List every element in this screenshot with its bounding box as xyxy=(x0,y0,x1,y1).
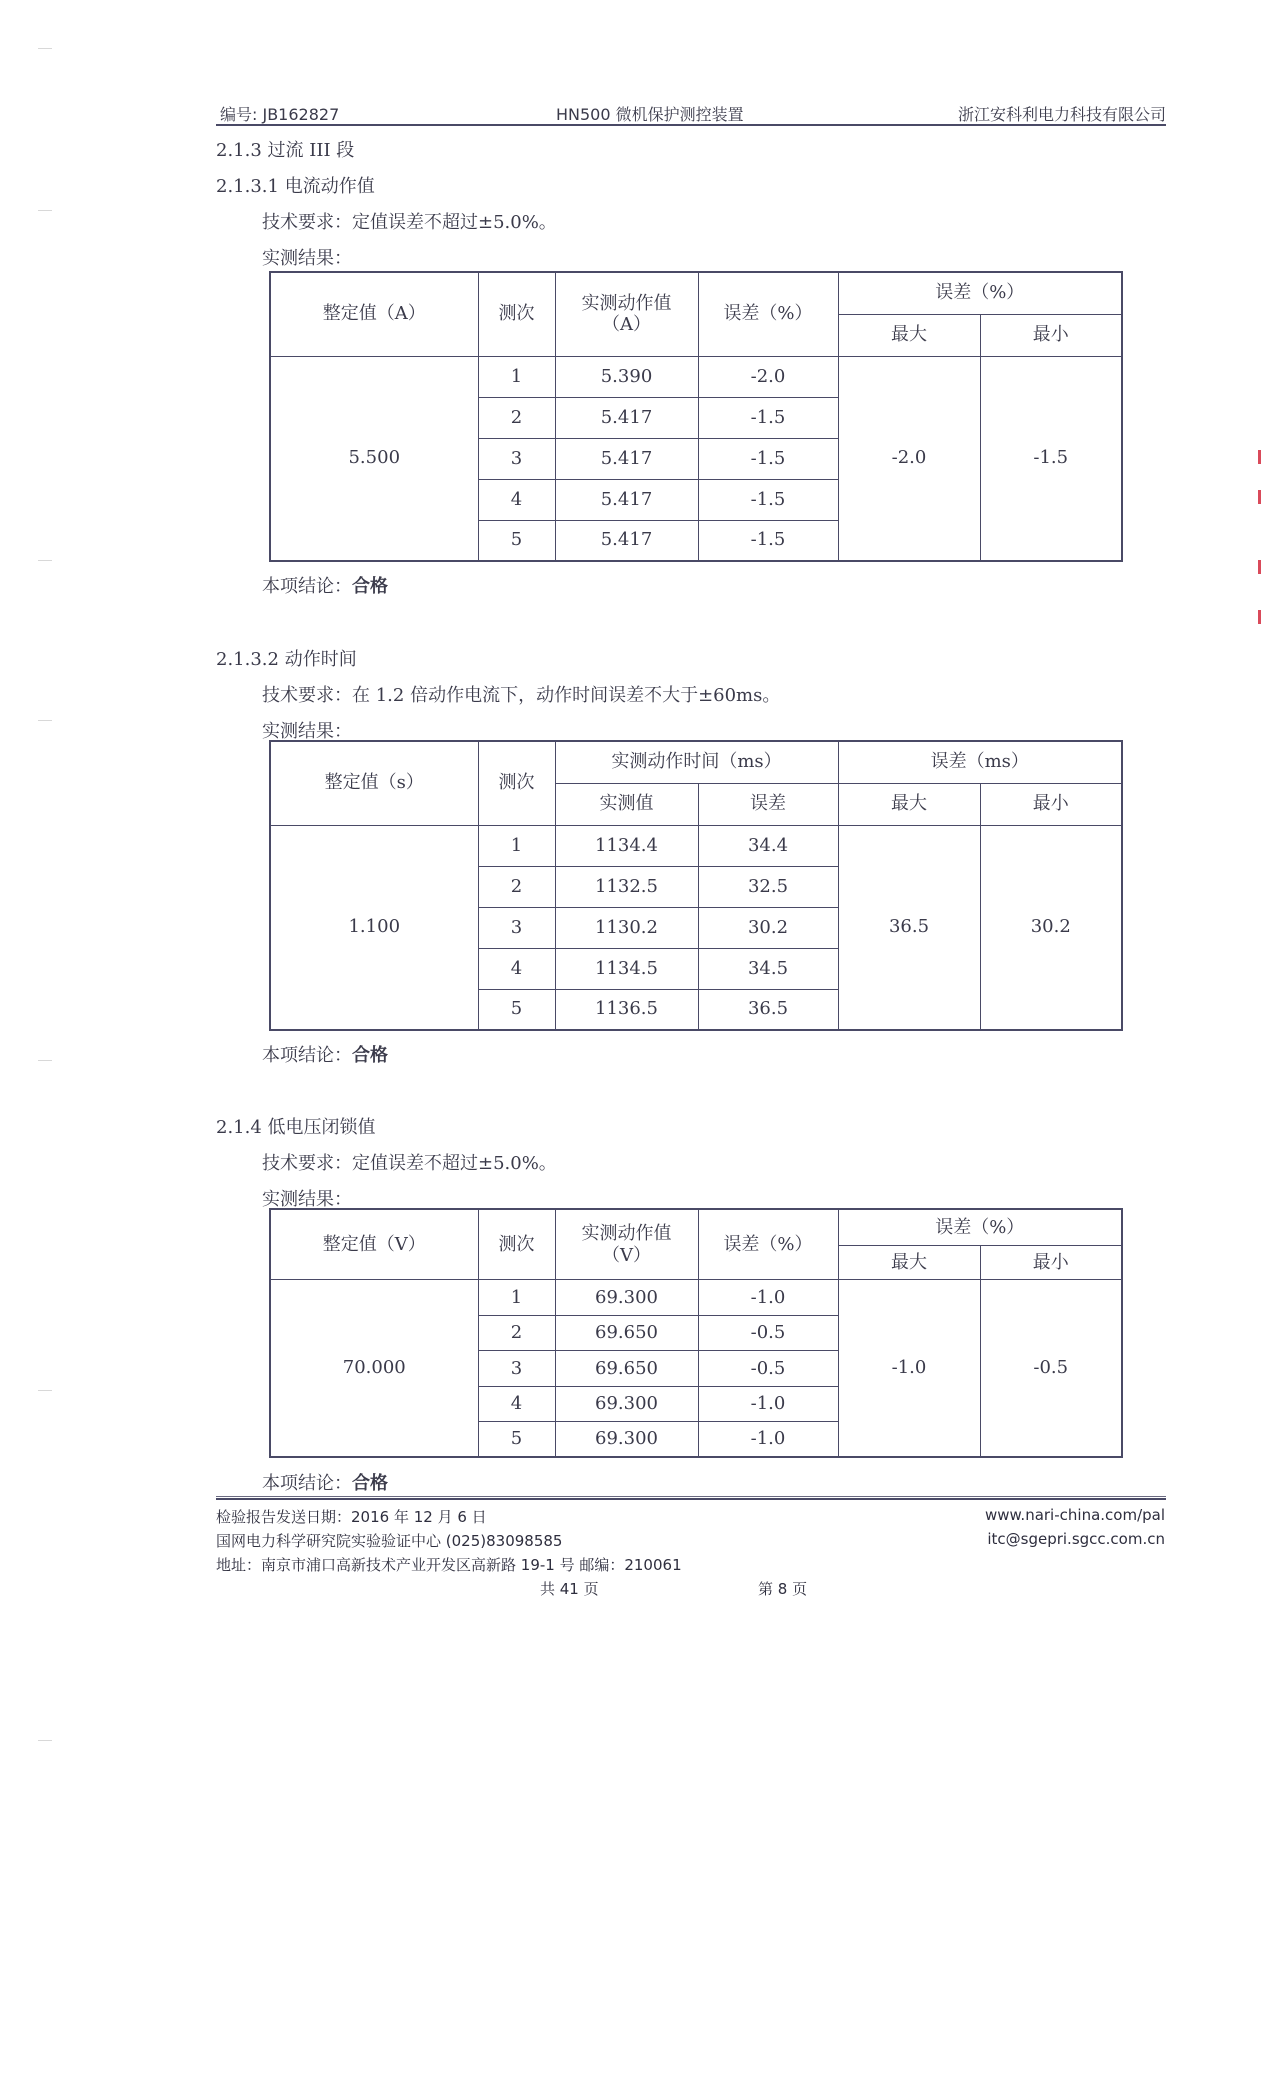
action-time-table xyxy=(269,740,1123,1031)
result-label: 实测结果： xyxy=(262,248,352,269)
measured-cell: 5.417 xyxy=(555,397,698,438)
error-cell: -1.5 xyxy=(698,479,838,520)
company-name: 浙江安科利电力科技有限公司 xyxy=(957,105,1166,124)
error-cell: 36.5 xyxy=(698,989,838,1030)
header-error: 误差（%） xyxy=(698,1209,838,1280)
address: 地址：南京市浦口高新技术产业开发区高新路 19-1 号 邮编：210061 xyxy=(216,1556,682,1574)
trial-cell: 3 xyxy=(478,907,555,948)
error-cell: -1.0 xyxy=(698,1386,838,1421)
max-error: -1.0 xyxy=(838,1280,980,1457)
conclusion-value: 合格 xyxy=(352,576,388,597)
min-error: -0.5 xyxy=(980,1280,1122,1457)
error-cell: 30.2 xyxy=(698,907,838,948)
error-cell: -1.5 xyxy=(698,438,838,479)
conclusion-label: 本项结论： xyxy=(262,1473,352,1494)
result-label: 实测结果： xyxy=(262,1189,352,1210)
header-min: 最小 xyxy=(980,1245,1122,1279)
page-header xyxy=(216,98,1166,124)
scan-speck xyxy=(38,1740,52,1741)
trial-cell: 4 xyxy=(478,948,555,989)
min-error: -1.5 xyxy=(980,356,1122,561)
website-link[interactable]: www.nari-china.com/pal xyxy=(985,1506,1165,1524)
header-measured xyxy=(555,1209,698,1280)
trial-cell: 5 xyxy=(478,520,555,561)
header-max: 最大 xyxy=(838,1245,980,1279)
measured-cell: 1134.4 xyxy=(555,825,698,866)
subsection-heading-current: 2.1.3.1 电流动作值 xyxy=(216,176,375,197)
trial-cell: 1 xyxy=(478,356,555,397)
report-code: 编号: JB162827 xyxy=(220,105,340,124)
header-measured-label: 实测动作值 xyxy=(581,1223,672,1245)
stamp-edge-mark xyxy=(1258,560,1261,574)
error-cell: -1.5 xyxy=(698,397,838,438)
header-setting: 整定值（A） xyxy=(270,272,478,356)
header-error-range: 误差（%） xyxy=(838,1209,1122,1245)
measured-cell: 1134.5 xyxy=(555,948,698,989)
trial-cell: 4 xyxy=(478,1386,555,1421)
header-measured-unit: （V） xyxy=(602,1244,651,1266)
technical-requirement: 技术要求：在 1.2 倍动作电流下，动作时间误差不大于±60ms。 xyxy=(262,685,781,706)
error-cell: -1.5 xyxy=(698,520,838,561)
trial-cell: 3 xyxy=(478,1351,555,1386)
section-heading-overcurrent: 2.1.3 过流 III 段 xyxy=(216,140,355,161)
header-error-range: 误差（ms） xyxy=(838,741,1122,783)
conclusion-value: 合格 xyxy=(352,1473,388,1494)
technical-requirement: 技术要求：定值误差不超过±5.0%。 xyxy=(262,212,557,233)
email-link[interactable]: itc@sgepri.sgcc.com.cn xyxy=(987,1530,1165,1548)
subsection-heading-time: 2.1.3.2 动作时间 xyxy=(216,649,357,670)
error-cell: -2.0 xyxy=(698,356,838,397)
header-setting: 整定值（s） xyxy=(270,741,478,825)
error-cell: -0.5 xyxy=(698,1351,838,1386)
header-measured-time: 实测动作时间（ms） xyxy=(555,741,838,783)
max-error: 36.5 xyxy=(838,825,980,1030)
footer-rule xyxy=(216,1498,1166,1500)
min-error: 30.2 xyxy=(980,825,1122,1030)
header-error: 误差（%） xyxy=(698,272,838,356)
header-trial: 测次 xyxy=(478,272,555,356)
error-cell: 34.4 xyxy=(698,825,838,866)
header-max: 最大 xyxy=(838,314,980,356)
measured-cell: 69.300 xyxy=(555,1386,698,1421)
header-max: 最大 xyxy=(838,783,980,825)
measured-cell: 69.300 xyxy=(555,1280,698,1315)
measured-cell: 5.417 xyxy=(555,438,698,479)
error-cell: -0.5 xyxy=(698,1315,838,1350)
trial-cell: 5 xyxy=(478,989,555,1030)
section-heading-undervoltage: 2.1.4 低电压闭锁值 xyxy=(216,1117,376,1138)
error-cell: -1.0 xyxy=(698,1280,838,1315)
conclusion xyxy=(262,572,388,598)
setting-value: 70.000 xyxy=(270,1280,478,1457)
undervoltage-table xyxy=(269,1208,1123,1458)
stamp-edge-mark xyxy=(1258,450,1261,464)
trial-cell: 2 xyxy=(478,1315,555,1350)
measured-cell: 1130.2 xyxy=(555,907,698,948)
header-trial: 测次 xyxy=(478,741,555,825)
conclusion-label: 本项结论： xyxy=(262,1045,352,1066)
measured-cell: 5.417 xyxy=(555,520,698,561)
error-cell: -1.0 xyxy=(698,1422,838,1457)
trial-cell: 2 xyxy=(478,397,555,438)
current-page: 第 8 页 xyxy=(758,1580,808,1598)
device-name: HN500 微机保护测控装置 xyxy=(556,105,744,124)
current-action-table xyxy=(269,271,1123,562)
header-measured-unit: （A） xyxy=(602,314,651,336)
header-measured xyxy=(555,272,698,356)
scan-speck xyxy=(38,48,52,49)
scan-speck xyxy=(38,560,52,561)
header-error-range: 误差（%） xyxy=(838,272,1122,314)
header-trial: 测次 xyxy=(478,1209,555,1280)
test-center: 国网电力科学研究院实验验证中心 (025)83098585 xyxy=(216,1532,563,1550)
trial-cell: 5 xyxy=(478,1422,555,1457)
scan-speck xyxy=(38,720,52,721)
result-label: 实测结果： xyxy=(262,721,352,742)
header-error: 误差 xyxy=(698,783,838,825)
scan-speck xyxy=(38,210,52,211)
max-error: -2.0 xyxy=(838,356,980,561)
scan-speck xyxy=(38,1390,52,1391)
measured-cell: 1132.5 xyxy=(555,866,698,907)
stamp-edge-mark xyxy=(1258,490,1261,504)
error-cell: 32.5 xyxy=(698,866,838,907)
trial-cell: 4 xyxy=(478,479,555,520)
measured-cell: 5.390 xyxy=(555,356,698,397)
trial-cell: 1 xyxy=(478,825,555,866)
scan-speck xyxy=(38,1060,52,1061)
total-pages: 共 41 页 xyxy=(540,1580,599,1598)
measured-cell: 69.650 xyxy=(555,1315,698,1350)
trial-cell: 1 xyxy=(478,1280,555,1315)
trial-cell: 2 xyxy=(478,866,555,907)
header-min: 最小 xyxy=(980,314,1122,356)
footer-rule-top xyxy=(216,1496,1166,1497)
conclusion-label: 本项结论： xyxy=(262,576,352,597)
header-min: 最小 xyxy=(980,783,1122,825)
header-rule xyxy=(216,124,1166,126)
setting-value: 1.100 xyxy=(270,825,478,1030)
header-measured: 实测值 xyxy=(555,783,698,825)
header-measured-label: 实测动作值 xyxy=(581,292,672,314)
header-setting: 整定值（V） xyxy=(270,1209,478,1280)
conclusion-value: 合格 xyxy=(352,1045,388,1066)
measured-cell: 5.417 xyxy=(555,479,698,520)
measured-cell: 69.300 xyxy=(555,1422,698,1457)
send-date: 检验报告发送日期：2016 年 12 月 6 日 xyxy=(216,1508,487,1526)
conclusion xyxy=(262,1041,388,1067)
error-cell: 34.5 xyxy=(698,948,838,989)
setting-value: 5.500 xyxy=(270,356,478,561)
measured-cell: 1136.5 xyxy=(555,989,698,1030)
conclusion xyxy=(262,1469,388,1495)
measured-cell: 69.650 xyxy=(555,1351,698,1386)
technical-requirement: 技术要求：定值误差不超过±5.0%。 xyxy=(262,1153,557,1174)
stamp-edge-mark xyxy=(1258,610,1261,624)
trial-cell: 3 xyxy=(478,438,555,479)
